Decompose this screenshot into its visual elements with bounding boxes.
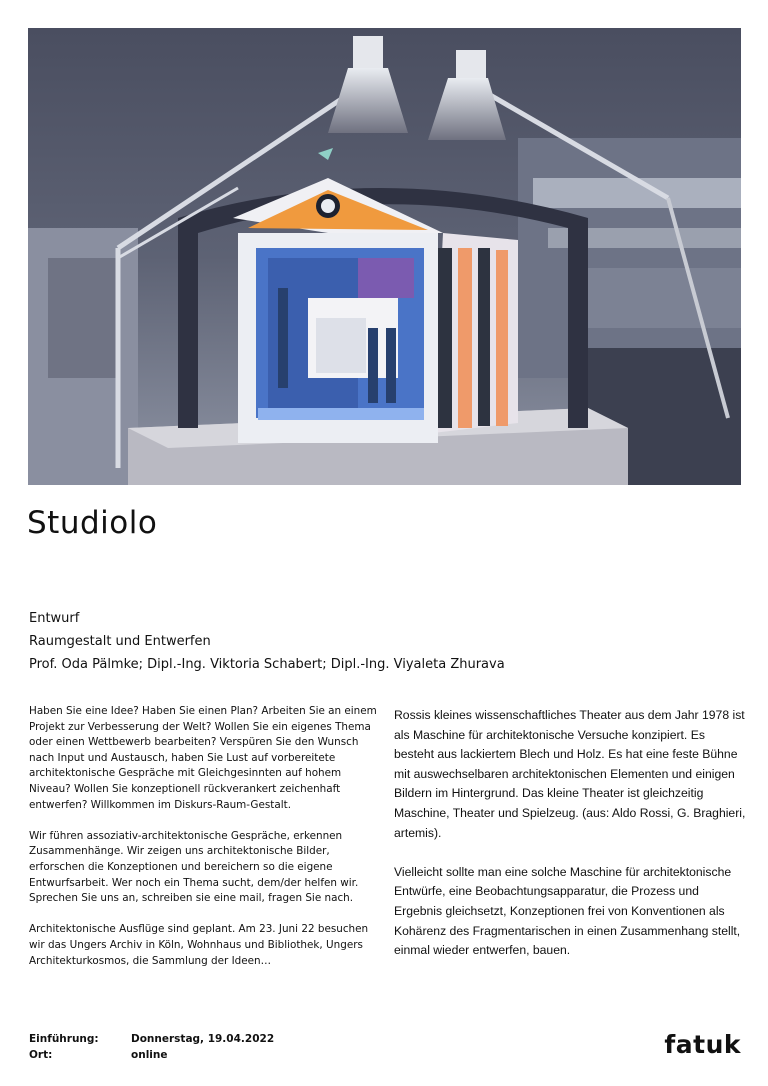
place-row	[29, 1047, 274, 1063]
theater-model-photo-icon	[28, 28, 741, 485]
right-paragraph-1: Rossis kleines wissenschaftliches Theater aus dem Jahr 1978 ist als Maschine für architektonische Versuche konzipiert. Es besteht aus lackiertem Blech und Holz. Es hat eine feste Bühne mit auswechselbaren architektonischen Elementen und einigen Bildern im Hintergrund. Das kleine Theater ist gleichzeitig Maschine, Theater und Spielzeug. (aus: Aldo Rossi, G. Braghieri, artemis).	[394, 708, 746, 840]
left-paragraph-2: Wir führen assoziativ-architektonische Gespräche, erkennen Zusammenhänge. Wir zeigen uns architektonische Bilder, erforschen die Konzeptionen und bereichern so die eigene Entwurfsarbeit. Wer noch ein Thema sucht, dem/der helfen wir. Sprechen Sie uns an, schreiben sie eine mail, fragen Sie nach.	[29, 829, 359, 905]
event-info	[29, 1031, 274, 1063]
theater-model-photo	[28, 28, 741, 485]
left-paragraph-1: Haben Sie eine Idee? Haben Sie einen Plan? Arbeiten Sie an einem Projekt zur Verbesserung der Welt? Wollen Sie ein eigenes Thema oder einen Wettbewerb bearbeiten? Verspüren Sie den Wunsch nach Input und Austausch, haben Sie Lust auf vorbereitete architektonische Gespräche mit Gleichgesinnten auf hohem Niveau? Wollen Sie konzeptionell rückverankert zeichenhaft entwerfen? Willkommen im Diskurs-Raum-Gestalt.	[29, 705, 377, 811]
right-column	[394, 706, 746, 980]
course-department: Raumgestalt und Entwerfen	[29, 634, 211, 649]
course-teachers: Prof. Oda Pälmke; Dipl.-Ing. Viktoria Schabert; Dipl.-Ing. Viyaleta Zhurava	[29, 657, 505, 672]
left-paragraph-3: Architektonische Ausflüge sind geplant. Am 23. Juni 22 besuchen wir das Ungers Archiv in Köln, Wohnhaus und Bibliothek, Ungers Architekturkosmos, die Sammlung der Ideen…	[29, 923, 369, 967]
intro-value: Donnerstag, 19.04.2022	[131, 1033, 275, 1045]
fatuk-logo: fatuk	[664, 1030, 741, 1059]
page-title: Studiolo	[27, 505, 158, 541]
left-column	[29, 704, 381, 985]
right-paragraph-2: Vielleicht sollte man eine solche Maschine für architektonische Entwürfe, eine Beobachtungsapparatur, die Prozess und Ergebnis gleichsetzt, Konzeptionen frei von Konventionen als Kohärenz des Fragmentarischen in einen Zusammenhang stellt, einmal wieder entwerfen, bauen.	[394, 864, 741, 958]
place-label: Ort:	[29, 1049, 53, 1061]
intro-row	[29, 1031, 274, 1047]
course-meta	[29, 607, 505, 676]
intro-label: Einführung:	[29, 1033, 99, 1045]
place-value: online	[131, 1049, 168, 1061]
course-category: Entwurf	[29, 611, 80, 626]
